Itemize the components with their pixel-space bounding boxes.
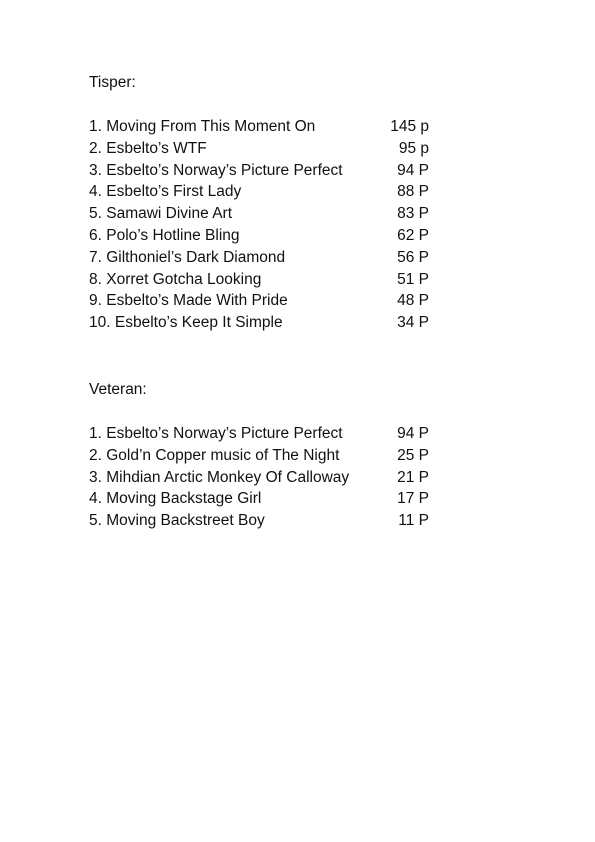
rank-number: 6. (89, 226, 107, 244)
entry-name: Esbelto’s First Lady (106, 183, 242, 201)
rank-number: 3. (89, 161, 107, 179)
entry-points: 88 P (397, 183, 429, 201)
tisper-section (89, 72, 449, 334)
entry-points: 48 P (397, 292, 429, 310)
list-item (89, 290, 449, 312)
entry-name: Polo’s Hotline Bling (106, 226, 240, 244)
entry-points: 34 P (397, 314, 429, 332)
entry-name: Gilthoniel’s Dark Diamond (106, 248, 286, 266)
entry-name: Mihdian Arctic Monkey Of Calloway (106, 468, 350, 486)
section-title-tisper: Tisper: (89, 74, 136, 91)
list-item (89, 467, 449, 489)
list-item (89, 488, 449, 510)
list-item (89, 160, 449, 182)
entry-points: 17 P (397, 490, 429, 508)
entry-name: Esbelto’s Norway’s Picture Perfect (106, 425, 343, 442)
entry-name: Esbelto’s WTF (106, 139, 207, 157)
entry-points: 83 P (397, 205, 429, 223)
list-item (89, 247, 449, 269)
entry-name: Moving From This Moment On (106, 118, 316, 135)
entry-points: 95 p (398, 139, 429, 157)
entry-name: Esbelto’s Keep It Simple (114, 314, 283, 332)
entry-name: Xorret Gotcha Looking (106, 270, 262, 288)
rank-number: 10. (89, 314, 115, 332)
entry-points: 62 P (397, 226, 429, 244)
list-item (89, 312, 449, 334)
list-item (89, 138, 449, 160)
list-item (89, 225, 449, 247)
entry-points: 145 p (390, 118, 429, 135)
entry-points: 56 P (397, 248, 429, 266)
entry-points: 51 P (397, 270, 429, 288)
rank-number: 2. (89, 446, 107, 464)
entry-name: Samawi Divine Art (106, 205, 232, 223)
veteran-section (89, 379, 449, 532)
entry-points: 94 P (397, 425, 429, 442)
entry-name: Moving Backstreet Boy (106, 512, 265, 530)
rank-number: 5. (89, 205, 107, 223)
entry-name: Moving Backstage Girl (106, 490, 262, 508)
entry-points: 21 P (397, 468, 429, 486)
rank-number: 3. (89, 468, 107, 486)
rank-number: 8. (89, 270, 107, 288)
rank-number: 4. (89, 183, 107, 201)
rank-number: 1. (89, 425, 107, 442)
entry-name: Gold’n Copper music of The Night (106, 446, 340, 464)
list-item (89, 445, 449, 467)
section-title-veteran: Veteran: (89, 381, 147, 398)
entry-name: Esbelto’s Made With Pride (106, 292, 288, 310)
veteran-list (89, 423, 449, 532)
rank-number: 9. (89, 292, 107, 310)
list-item (89, 203, 449, 225)
rank-number: 2. (89, 139, 107, 157)
entry-points: 25 P (397, 446, 429, 464)
entry-points: 11 P (398, 512, 429, 530)
rank-number: 7. (89, 248, 107, 266)
list-item (89, 181, 449, 203)
entry-name: Esbelto’s Norway’s Picture Perfect (106, 161, 343, 179)
rank-number: 4. (89, 490, 107, 508)
list-item (89, 510, 449, 532)
list-item (89, 423, 449, 445)
tisper-list (89, 116, 449, 334)
entry-points: 94 P (397, 161, 429, 179)
rank-number: 1. (89, 118, 107, 135)
list-item (89, 269, 449, 291)
list-item (89, 116, 449, 138)
rank-number: 5. (89, 512, 107, 530)
